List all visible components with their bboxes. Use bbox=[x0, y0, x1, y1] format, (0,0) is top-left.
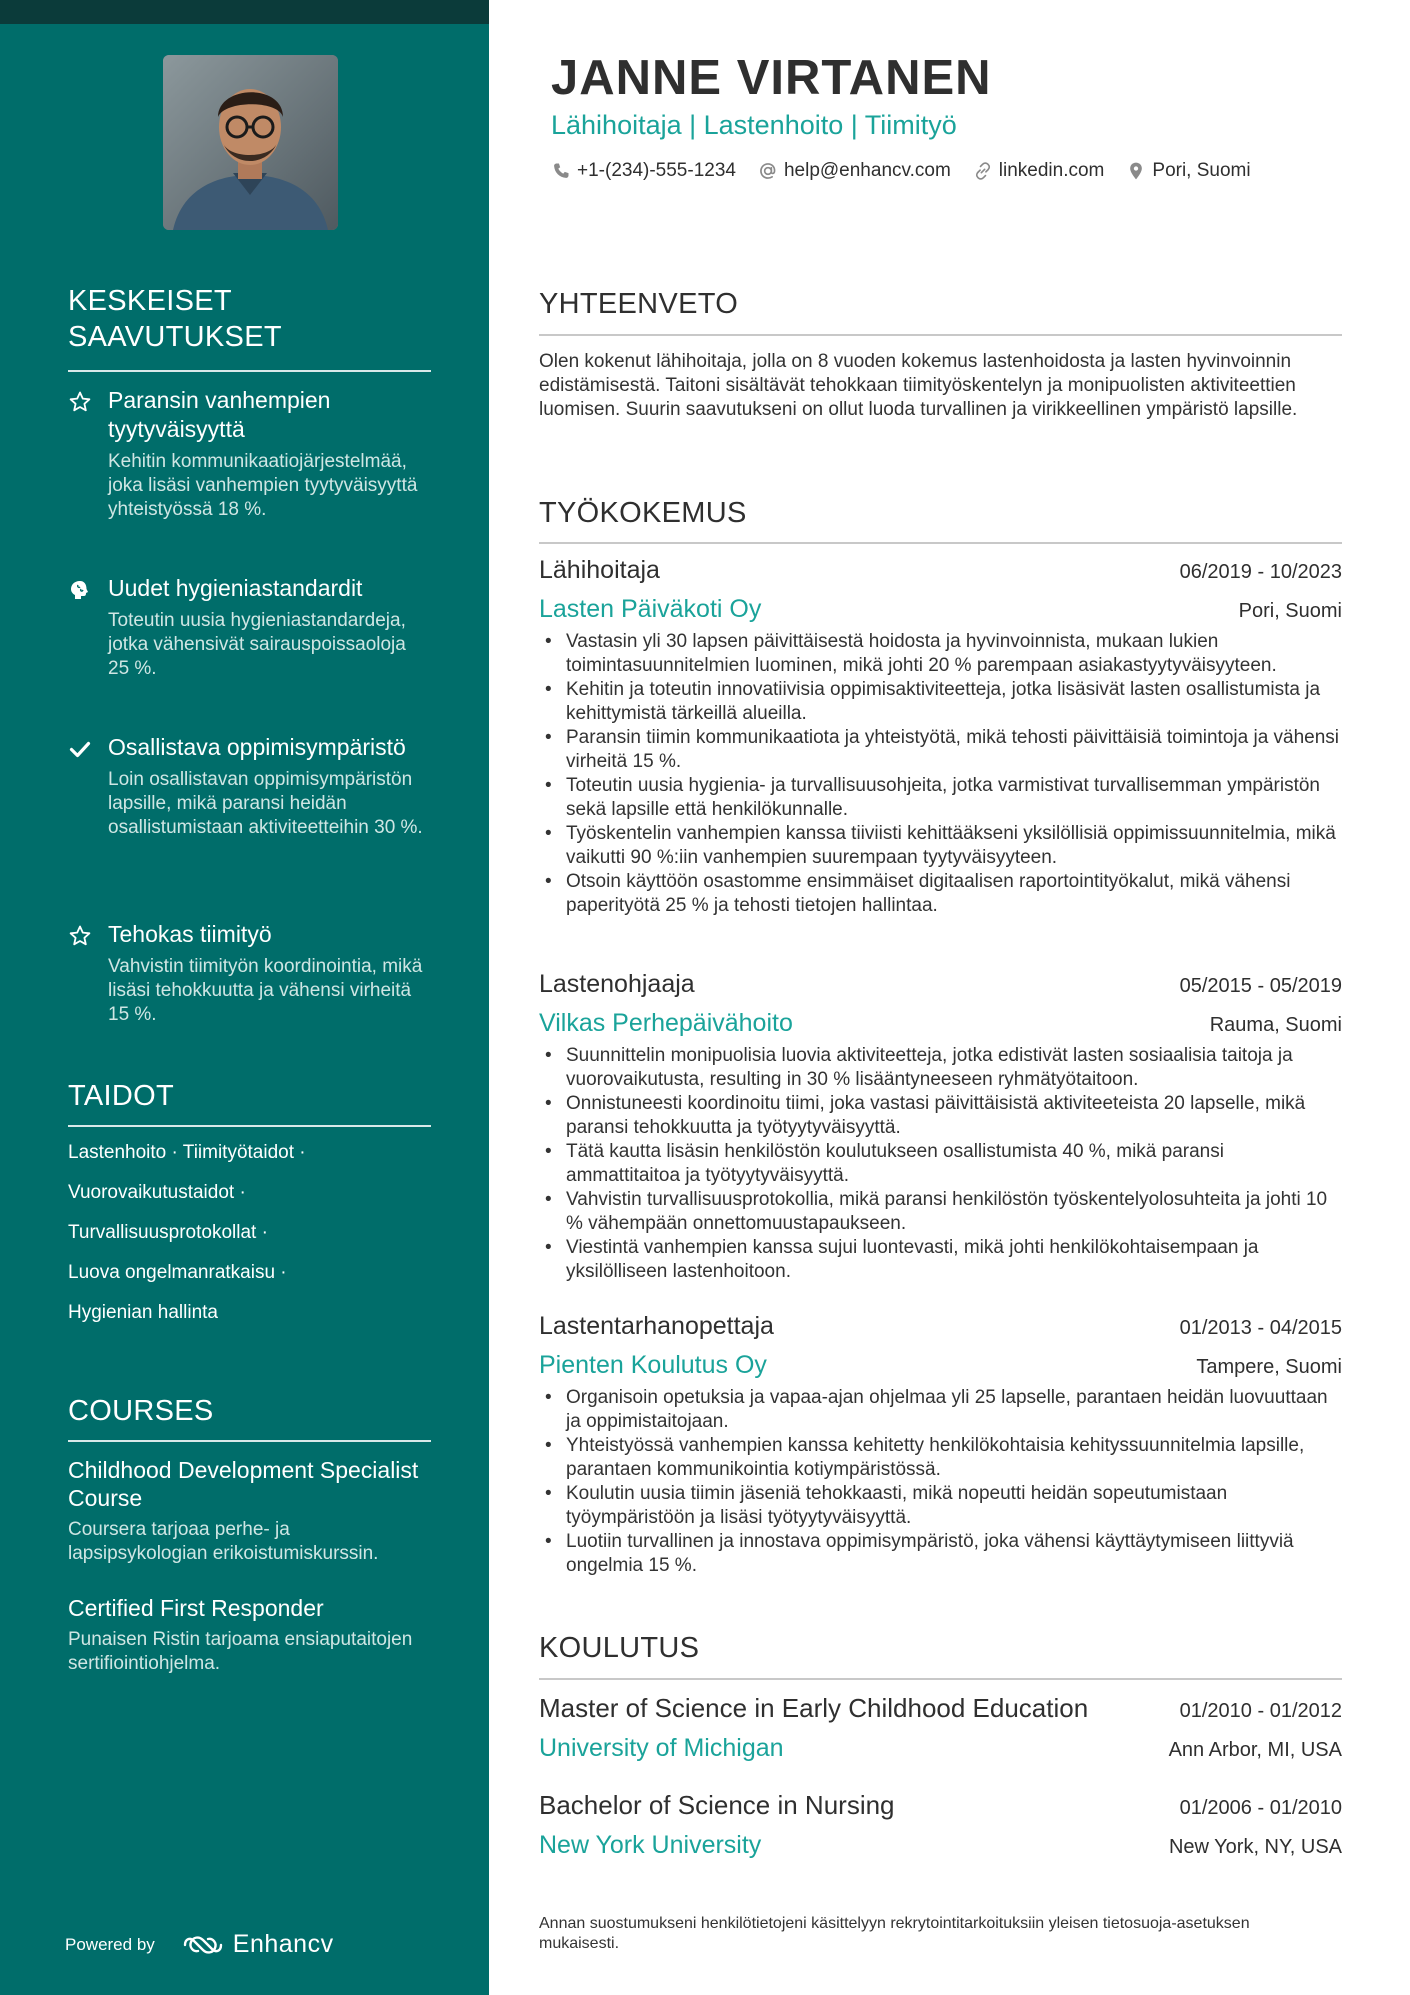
person-name: JANNE VIRTANEN bbox=[551, 51, 992, 105]
phone-icon bbox=[551, 161, 571, 181]
course-desc: Punaisen Ristin tarjoama ensiaputaitojen sertifiointiohjelma. bbox=[68, 1629, 413, 1674]
location-pin-icon bbox=[1126, 161, 1146, 181]
contact-email[interactable] bbox=[758, 160, 951, 182]
achievements-divider bbox=[68, 370, 431, 372]
phone-text: +1-(234)-555-1234 bbox=[577, 160, 736, 181]
achievement-title: Osallistava oppimisympäristö bbox=[108, 734, 406, 760]
job-entry bbox=[539, 970, 1342, 1284]
job-title: Lastentarhanopettaja bbox=[539, 1312, 774, 1340]
experience-title: TYÖKOKEMUS bbox=[539, 497, 747, 529]
skill-line: Hygienian hallinta bbox=[68, 1302, 218, 1323]
sidebar-top-bar bbox=[0, 0, 489, 24]
job-bullet: • Kehitin ja toteutin innovatiivisia oppimisaktiviteetteja, jotka lisäsivät lasten osallistumista ja kehittymistä tärkeillä alueilla. bbox=[539, 678, 1342, 726]
job-title: Lähihoitaja bbox=[539, 556, 660, 584]
job-bullets bbox=[539, 1386, 1342, 1578]
skill-line: Luova ongelmanratkaisu · bbox=[68, 1262, 287, 1283]
job-entry bbox=[539, 556, 1342, 918]
sidebar bbox=[0, 0, 489, 1995]
edu-dates: 01/2010 - 01/2012 bbox=[1179, 1700, 1342, 1722]
skills-divider bbox=[68, 1125, 431, 1127]
job-bullet: • Viestintä vanhempien kanssa sujui luontevasti, mikä johti henkilökohtaisempaan ja yksilölliseen lastenhoitoon. bbox=[539, 1236, 1342, 1284]
job-bullet: • Vahvistin turvallisuusprotokollia, mikä paransi henkilöstön työskentelyolosuhteita ja johti 10 % vähempään onnettomuustapaukseen. bbox=[539, 1188, 1342, 1236]
job-bullet: • Tätä kautta lisäsin henkilöstön koulutukseen osallistumista 40 %, mikä paransi ammattitaitoa ja työtyytyväisyyttä. bbox=[539, 1140, 1342, 1188]
edu-location: New York, NY, USA bbox=[1168, 1836, 1342, 1858]
achievement-item bbox=[68, 574, 431, 681]
enhancv-logo[interactable] bbox=[181, 1930, 334, 1959]
job-title: Lastenohjaaja bbox=[539, 970, 695, 998]
course-desc: Coursera tarjoaa perhe- ja lapsipsykologian erikoistumiskurssin. bbox=[68, 1519, 379, 1564]
job-company: Pienten Koulutus Oy bbox=[539, 1351, 767, 1379]
achievement-item bbox=[68, 386, 431, 522]
powered-by-label: Powered by bbox=[65, 1934, 155, 1954]
job-entry bbox=[539, 1312, 1342, 1578]
achievements-title: KESKEISET SAAVUTUKSET bbox=[68, 285, 282, 353]
job-dates: 06/2019 - 10/2023 bbox=[1179, 561, 1342, 583]
achievement-title: Uudet hygieniastandardit bbox=[108, 575, 363, 601]
skills-list bbox=[68, 1140, 431, 1340]
achievement-title: Paransin vanhempien tyytyväisyyttä bbox=[108, 387, 331, 442]
courses-title: COURSES bbox=[68, 1395, 214, 1427]
powered-by bbox=[65, 1930, 334, 1959]
experience-divider bbox=[539, 542, 1342, 544]
job-location: Rauma, Suomi bbox=[1209, 1014, 1342, 1036]
check-icon bbox=[68, 737, 92, 761]
star-icon bbox=[68, 390, 92, 414]
achievement-item bbox=[68, 920, 431, 1027]
achievement-desc: Kehitin kommunikaatiojärjestelmää, joka lisäsi vanhempien tyytyväisyyttä yhteistyössä 18 %. bbox=[108, 451, 418, 520]
job-location: Pori, Suomi bbox=[1238, 600, 1342, 622]
education-entry bbox=[539, 1790, 1342, 1860]
achievement-title: Tehokas tiimityö bbox=[108, 921, 272, 947]
edu-degree: Master of Science in Early Childhood Education bbox=[539, 1693, 1089, 1723]
edu-school: University of Michigan bbox=[539, 1734, 784, 1762]
achievement-desc: Vahvistin tiimityön koordinointia, mikä lisäsi tehokkuutta ja vähensi virheitä 15 %. bbox=[108, 956, 423, 1025]
job-location: Tampere, Suomi bbox=[1196, 1356, 1342, 1378]
star-icon bbox=[68, 924, 92, 948]
job-bullet: • Vastasin yli 30 lapsen päivittäisestä hoidosta ja hyvinvoinnista, mukaan lukien toimintasuunnitelmien luominen, mikä johti 20 % parempaan asiakastyytyväisyyteen. bbox=[539, 630, 1342, 678]
link-icon bbox=[973, 161, 993, 181]
job-bullet: • Työskentelin vanhempien kanssa tiiviisti kehittääkseni yksilöllisiä oppimissuunnitelmia, mikä vaikutti 90 %:iin vanhempien suurempaan tyytyväisyyteen. bbox=[539, 822, 1342, 870]
job-dates: 05/2015 - 05/2019 bbox=[1179, 975, 1342, 997]
email-text: help@enhancv.com bbox=[783, 160, 951, 181]
achievement-desc: Toteutin uusia hygieniastandardeja, jotka vähensivät sairauspoissaoloja 25 %. bbox=[108, 610, 406, 679]
brain-icon bbox=[68, 578, 92, 602]
education-divider bbox=[539, 1678, 1342, 1680]
contact-phone[interactable] bbox=[551, 160, 736, 182]
education-title: KOULUTUS bbox=[539, 1632, 700, 1664]
job-company: Lasten Päiväkoti Oy bbox=[539, 595, 762, 623]
job-bullet: • Onnistuneesti koordinoitu tiimi, joka vastasi päivittäisistä aktiviteeteista 20 lapselle, mikä paransi tehokkuutta ja työtyytyväisyyttä. bbox=[539, 1092, 1342, 1140]
skill-line: Vuorovaikutustaidot · bbox=[68, 1182, 246, 1203]
job-bullet: • Koulutin uusia tiimin jäseniä tehokkaasti, mikä nopeutti heidän sopeutumistaan työympäristöön ja lisäsi työtyytyväisyyttä. bbox=[539, 1482, 1342, 1530]
job-bullet: • Organisoin opetuksia ja vapaa-ajan ohjelmaa yli 25 lapselle, parantaen heidän luovuuttaan ja oppimistaitojaan. bbox=[539, 1386, 1342, 1434]
job-bullet: • Yhteistyössä vanhempien kanssa kehitetty henkilökohtaisia kehityssuunnitelmia lapsille, parantaen kommunikointia kotiympäristössä. bbox=[539, 1434, 1342, 1482]
profile-photo bbox=[163, 55, 338, 230]
job-bullet: • Luotiin turvallinen ja innostava oppimisympäristö, joka vähensi käyttäytymiseen liittyviä ongelmia 15 %. bbox=[539, 1530, 1342, 1578]
course-item bbox=[68, 1456, 431, 1566]
job-bullet: • Suunnittelin monipuolisia luovia aktiviteetteja, jotka edistivät lasten sosiaalisia taitoja ja vuorovaikutusta, resulting in 30 % lisääntyneeseen ryhmätyötaitoon. bbox=[539, 1044, 1342, 1092]
consent-note: Annan suostumukseni henkilötietojeni käsittelyyn rekrytointitarkoituksiin yleisen tietosuoja-asetuksen mukaisesti. bbox=[539, 1915, 1250, 1952]
person-headline: Lähihoitaja | Lastenhoito | Tiimityö bbox=[551, 110, 957, 140]
job-bullets bbox=[539, 630, 1342, 918]
at-icon bbox=[758, 161, 778, 181]
job-bullet: • Otsoin käyttöön osastomme ensimmäiset digitaalisen raportointityökalut, mikä vähensi paperityötä 25 % ja tehosti tietojen hallintaa. bbox=[539, 870, 1342, 918]
skill-line: Lastenhoito · Tiimityötaidot · bbox=[68, 1142, 306, 1163]
courses-divider bbox=[68, 1440, 431, 1442]
achievement-item bbox=[68, 733, 431, 840]
skill-line: Turvallisuusprotokollat · bbox=[68, 1222, 268, 1243]
edu-degree: Bachelor of Science in Nursing bbox=[539, 1790, 895, 1820]
enhancv-logo-text: Enhancv bbox=[232, 1930, 334, 1958]
skills-title: TAIDOT bbox=[68, 1080, 174, 1112]
summary-text: Olen kokenut lähihoitaja, jolla on 8 vuoden kokemus lastenhoidosta ja lasten hyvinvoinnin edistämisestä. Taitoni sisältävät tehokkaan tiimityöskentelyn ja monipuolisten aktiviteettien luomisen. Suurin saavutukseni on ollut luoda turvallinen ja virikkeellinen ympäristö lapsille. bbox=[539, 351, 1298, 420]
job-bullet: • Paransin tiimin kommunikaatiota ja yhteistyötä, mikä tehosti päivittäisiä toimintoja ja vähensi virheitä 15 %. bbox=[539, 726, 1342, 774]
achievement-desc: Loin osallistavan oppimisympäristön lapsille, mikä paransi heidän osallistumistaan aktiviteetteihin 30 %. bbox=[108, 769, 423, 838]
edu-location: Ann Arbor, MI, USA bbox=[1168, 1739, 1342, 1761]
contact-linkedin[interactable] bbox=[973, 160, 1105, 182]
edu-dates: 01/2006 - 01/2010 bbox=[1179, 1797, 1342, 1819]
contact-bar bbox=[551, 160, 1273, 182]
summary-divider bbox=[539, 334, 1342, 336]
summary-title: YHTEENVETO bbox=[539, 288, 739, 320]
contact-location bbox=[1126, 160, 1250, 182]
edu-school: New York University bbox=[539, 1831, 762, 1859]
course-title: Childhood Development Specialist Course bbox=[68, 1457, 419, 1511]
location-text: Pori, Suomi bbox=[1152, 160, 1251, 181]
job-dates: 01/2013 - 04/2015 bbox=[1179, 1317, 1342, 1339]
main-content bbox=[489, 0, 1410, 1995]
linkedin-text: linkedin.com bbox=[998, 160, 1105, 181]
education-entry bbox=[539, 1693, 1342, 1763]
job-bullets bbox=[539, 1044, 1342, 1284]
enhancv-logo-icon bbox=[181, 1933, 225, 1957]
course-item bbox=[68, 1594, 431, 1676]
job-company: Vilkas Perhepäivähoito bbox=[539, 1009, 793, 1037]
course-title: Certified First Responder bbox=[68, 1595, 324, 1621]
job-bullet: • Toteutin uusia hygienia- ja turvallisuusohjeita, jotka varmistivat turvallisemman ympäristön sekä lapsille että henkilökunnalle. bbox=[539, 774, 1342, 822]
